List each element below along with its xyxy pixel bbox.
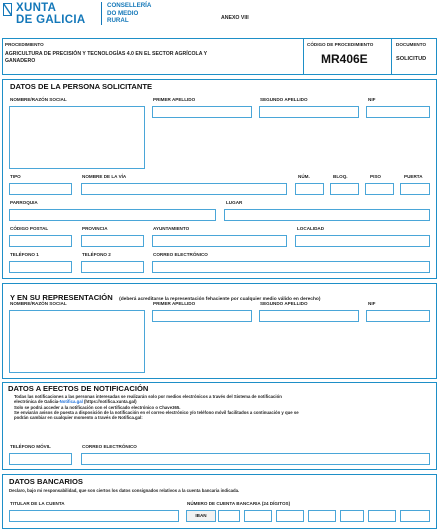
applicant-tel1-field[interactable] bbox=[9, 261, 72, 273]
applicant-cp-label: CÓDIGO POSTAL bbox=[10, 226, 49, 231]
applicant-num-label: NÚM. bbox=[298, 174, 310, 179]
notification-text bbox=[14, 394, 434, 421]
applicant-surname1-label: PRIMER APELLIDO bbox=[153, 97, 196, 102]
applicant-title: DATOS DE LA PERSONA SOLICITANTE bbox=[10, 82, 153, 91]
rep-surname1-field[interactable] bbox=[152, 310, 252, 322]
applicant-bloq-field[interactable] bbox=[330, 183, 359, 195]
procedure-divider-2 bbox=[391, 38, 392, 75]
logo-divider bbox=[101, 2, 102, 25]
account-group-6-field[interactable] bbox=[400, 510, 430, 522]
notification-line2-post: (https://notifica.xunta.gal) bbox=[82, 399, 137, 405]
procedure-divider-1 bbox=[303, 38, 304, 75]
notification-line4: Se enviarán avisos de puesta a disposición de la notificación en el correo electrónico y/o teléfono móvil facilitados a continuación y que se bbox=[14, 410, 299, 416]
rep-name-label: NOMBRE/RAZÓN SOCIAL bbox=[10, 301, 67, 306]
applicant-parroquia-label: PARROQUIA bbox=[10, 200, 38, 205]
account-group-5-field[interactable] bbox=[368, 510, 396, 522]
applicant-piso-field[interactable] bbox=[365, 183, 394, 195]
representative-title: Y EN SU REPRESENTACIÓN bbox=[10, 293, 113, 302]
applicant-provincia-label: PROVINCIA bbox=[82, 226, 108, 231]
dept-line1: CONSELLERÍA bbox=[107, 2, 152, 9]
notification-line1: Todas las notificaciones a las personas interesadas se realizarán solo por medios electrónicos a través del Sistema de notificación bbox=[14, 394, 282, 399]
account-group-2-field[interactable] bbox=[276, 510, 304, 522]
notification-line3: Solo se podrá acceder a la notificación con el certificado electrónico o Chave365. bbox=[14, 404, 181, 410]
rep-surname2-label: SEGUNDO APELLIDO bbox=[260, 301, 308, 306]
applicant-name-field[interactable] bbox=[9, 106, 145, 169]
applicant-via-field[interactable] bbox=[81, 183, 287, 195]
account-group-3-field[interactable] bbox=[308, 510, 336, 522]
applicant-puerta-field[interactable] bbox=[400, 183, 430, 195]
iban-label: IBAN bbox=[195, 513, 207, 518]
department-name bbox=[107, 2, 151, 25]
applicant-ayuntamiento-field[interactable] bbox=[152, 235, 287, 247]
logo-line2: DE GALICIA bbox=[16, 14, 86, 26]
applicant-nif-label: NIF bbox=[368, 97, 376, 102]
applicant-surname1-field[interactable] bbox=[152, 106, 252, 118]
applicant-localidad-field[interactable] bbox=[295, 235, 430, 247]
bank-title: DATOS BANCARIOS bbox=[9, 477, 83, 486]
applicant-surname2-label: SEGUNDO APELLIDO bbox=[260, 97, 308, 102]
applicant-nif-field[interactable] bbox=[366, 106, 430, 118]
bank-holder-field[interactable] bbox=[9, 510, 179, 522]
document-value: SOLICITUD bbox=[396, 56, 427, 62]
iban-check-field[interactable] bbox=[218, 510, 240, 522]
applicant-localidad-label: LOCALIDAD bbox=[297, 226, 325, 231]
applicant-bloq-label: BLOQ. bbox=[333, 174, 348, 179]
applicant-piso-label: PISO bbox=[370, 174, 381, 179]
applicant-parroquia-field[interactable] bbox=[9, 209, 216, 221]
annex-label: ANEXO VIII bbox=[221, 15, 249, 21]
notification-line5: podrán cambiar en cualquier momento a través de Notifica.gal: bbox=[14, 415, 143, 421]
notification-line2-pre: electrónica de Galicia- bbox=[14, 399, 60, 405]
dept-line2: DO MEDIO bbox=[107, 9, 139, 17]
applicant-lugar-label: LUGAR bbox=[226, 200, 243, 205]
representative-note: (deberá acreditarse la representación fehaciente por cualquier medio válido en derecho) bbox=[119, 297, 321, 302]
applicant-via-label: NOMBRE DE LA VÍA bbox=[82, 174, 127, 179]
applicant-cp-field[interactable] bbox=[9, 235, 72, 247]
xunta-logo bbox=[3, 2, 99, 28]
procedure-code: MR406E bbox=[321, 52, 368, 66]
applicant-num-field[interactable] bbox=[295, 183, 324, 195]
applicant-tel2-label: TELÉFONO 2 bbox=[82, 252, 111, 257]
applicant-lugar-field[interactable] bbox=[224, 209, 430, 221]
applicant-name-label: NOMBRE/RAZÓN SOCIAL bbox=[10, 97, 67, 102]
applicant-surname2-field[interactable] bbox=[259, 106, 359, 118]
document-label: DOCUMENTO bbox=[396, 42, 427, 47]
bank-account-label: NÚMERO DE CUENTA BANCARIA (24 DÍGITOS) bbox=[187, 501, 291, 506]
logo-emblem-icon bbox=[3, 3, 12, 17]
applicant-ayuntamiento-label: AYUNTAMIENTO bbox=[153, 226, 190, 231]
applicant-email-label: CORREO ELECTRÓNICO bbox=[153, 252, 208, 257]
applicant-provincia-field[interactable] bbox=[81, 235, 144, 247]
account-group-4-field[interactable] bbox=[340, 510, 364, 522]
rep-name-field[interactable] bbox=[9, 310, 145, 373]
notification-email-label: CORREO ELECTRÓNICO bbox=[82, 444, 137, 449]
notification-title: DATOS A EFECTOS DE NOTIFICACIÓN bbox=[8, 384, 149, 393]
rep-surname2-field[interactable] bbox=[259, 310, 359, 322]
dept-line3: RURAL bbox=[107, 17, 129, 25]
procedure-label: PROCEDIMIENTO bbox=[5, 42, 44, 47]
procedure-name-line1: AGRICULTURA DE PRECISIÓN Y TECNOLOGÍAS 4.0 EN EL SECTOR AGRÍCOLA Y bbox=[5, 51, 208, 57]
applicant-tel1-label: TELÉFONO 1 bbox=[10, 252, 39, 257]
notification-mobile-label: TELÉFONO MÓVIL bbox=[10, 444, 51, 449]
applicant-email-field[interactable] bbox=[152, 261, 430, 273]
applicant-tel2-field[interactable] bbox=[81, 261, 144, 273]
rep-nif-field[interactable] bbox=[366, 310, 430, 322]
notifica-link[interactable]: Notifica.gal bbox=[59, 399, 83, 405]
rep-nif-label: NIF bbox=[368, 301, 376, 306]
rep-surname1-label: PRIMER APELLIDO bbox=[153, 301, 196, 306]
applicant-tipo-label: TIPO bbox=[10, 174, 21, 179]
procedure-code-label: CÓDIGO DE PROCEDIMIENTO bbox=[307, 42, 374, 47]
notification-email-field[interactable] bbox=[81, 453, 430, 465]
applicant-puerta-label: PUERTA bbox=[404, 174, 423, 179]
procedure-name-line2: GANADERO bbox=[5, 58, 36, 64]
applicant-tipo-field[interactable] bbox=[9, 183, 72, 195]
notification-mobile-field[interactable] bbox=[9, 453, 72, 465]
bank-holder-label: TITULAR DE LA CUENTA bbox=[10, 501, 65, 506]
logo-line1: XUNTA bbox=[16, 2, 57, 14]
iban-prefix-box bbox=[186, 510, 216, 522]
account-group-1-field[interactable] bbox=[244, 510, 272, 522]
bank-declaration: Declaro, bajo mi responsabilidad, que son ciertos los datos consignados relativos a la cuenta bancaria indicada. bbox=[9, 488, 240, 493]
